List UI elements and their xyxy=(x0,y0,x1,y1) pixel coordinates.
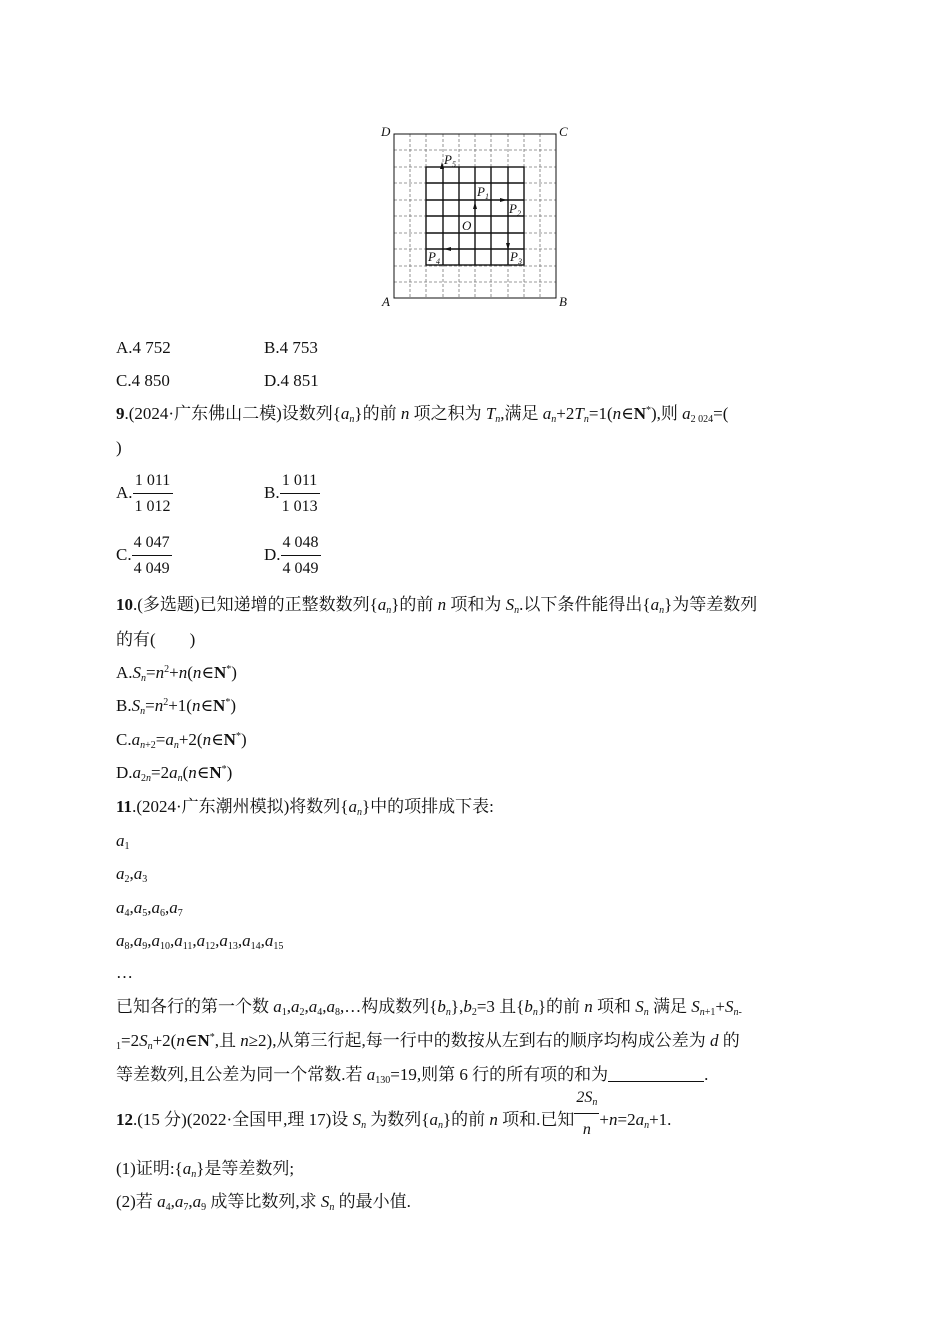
q11-row2: $a_2,a_3$ xyxy=(116,864,148,885)
label-p3: $P_3$ xyxy=(510,249,522,266)
q9-option-b: B. $\frac{1 011}{1 013}$ xyxy=(264,472,318,515)
q11-row1: $a_1$ xyxy=(116,831,130,852)
label-p1: $P_1$ xyxy=(477,184,489,201)
q12-part2: (2)若 $a_4,a_7,a_9$ 成等比数列,求 $S_n$ 的最小值. xyxy=(116,1192,411,1213)
q9-option-a: A. $\frac{1 011}{1 012}$ xyxy=(116,472,171,515)
label-o: O xyxy=(462,218,472,233)
q9-stem-close: ) xyxy=(116,438,122,457)
q11-condition-line1: 已知各行的第一个数 $a_1,a_2,a_4,a_8,\dots$构成数列$\{b_n\},b_2=3$ 且$\{b_n\}$的前 n 项和 $S_n$ 满足 $S_{n+1}+S_{n-}$ xyxy=(116,997,742,1018)
q11-condition-line2: $_1=2S_n+2(n\in N^*$,且 n≥2),从第三行起,每一行中的数按从左到右的顺序均构成公差为 d 的 xyxy=(116,1031,740,1052)
q11-stem: 11.(2024·广东潮州模拟)将数列$\{a_n\}$中的项排成下表: xyxy=(116,797,494,818)
q8-option-a: A.4 752 xyxy=(116,338,171,357)
q9-option-d: D. $\frac{4 048}{4 049}$ xyxy=(264,534,319,577)
q11-row3: $a_4,a_5,a_6,a_7$ xyxy=(116,898,183,919)
q10-option-b: $B.S_n=n^2+1(n\in N^*)$ xyxy=(116,696,236,717)
q8-option-d: D.4 851 xyxy=(264,371,319,390)
label-p2: $P_2$ xyxy=(509,201,521,218)
q11-row4: $a_8,a_9,a_{10},a_{11},a_{12},a_{13},a_{14},a_{15}$ xyxy=(116,931,284,952)
fraction-2sn-over-n: $\frac{2S_n}{n}$ xyxy=(574,1084,599,1144)
q12-part1: (1)证明$:\{a_n\}$是等差数列; xyxy=(116,1159,295,1180)
q10-stem: 10.(多选题)已知递增的正整数数列$\{a_n\}$的前 n 项和为 $S_n$.以下条件能得出$\{a_n\}$为等差数列 xyxy=(116,595,758,616)
q10-stem-line2: 的有( ) xyxy=(116,630,196,649)
label-p5: $P_5$ xyxy=(444,152,456,169)
q9-option-c: C. $\frac{4 047}{4 049}$ xyxy=(116,534,170,577)
q12-stem: 12.(15 分)(2022·全国甲,理 17)设 $S_n$ 为数列$\{a_n\}$的前 n 项和.已知 $\frac{2S_n}{n}$ $+n=2a_n+1$. xyxy=(116,1098,671,1144)
answer-blank[interactable] xyxy=(608,1065,704,1082)
q8-option-b: B.4 753 xyxy=(264,338,318,357)
corner-label-a: A xyxy=(382,294,390,309)
q10-option-c: $C.a_{n+2}=a_n+2(n\in N^*)$ xyxy=(116,730,247,751)
q11-condition-line3: 等差数列,且公差为同一个常数.若 $a_{130}=19$,则第 6 行的所有项的和为 . xyxy=(116,1065,709,1086)
grid-figure xyxy=(380,124,580,314)
q10-option-d: $D.a_{2n}=2a_n(n\in N^*)$ xyxy=(116,763,233,784)
corner-label-c: C xyxy=(559,124,568,139)
corner-label-b: B xyxy=(559,294,567,309)
q10-option-a: $A.S_n=n^2+n(n\in N^*)$ xyxy=(116,663,237,684)
q11-ellipsis: … xyxy=(116,963,133,982)
q8-option-c: C.4 850 xyxy=(116,371,170,390)
label-p4: $P_4$ xyxy=(428,249,440,266)
q9-stem: 9.(2024·广东佛山二模)设数列$\{a_n\}$的前 n 项之积为 $T_n$,满足 $a_n+2T_n=1(n\in N^*)$,则 $a_{2 024}=$( xyxy=(116,404,729,425)
corner-label-d: D xyxy=(381,124,391,139)
